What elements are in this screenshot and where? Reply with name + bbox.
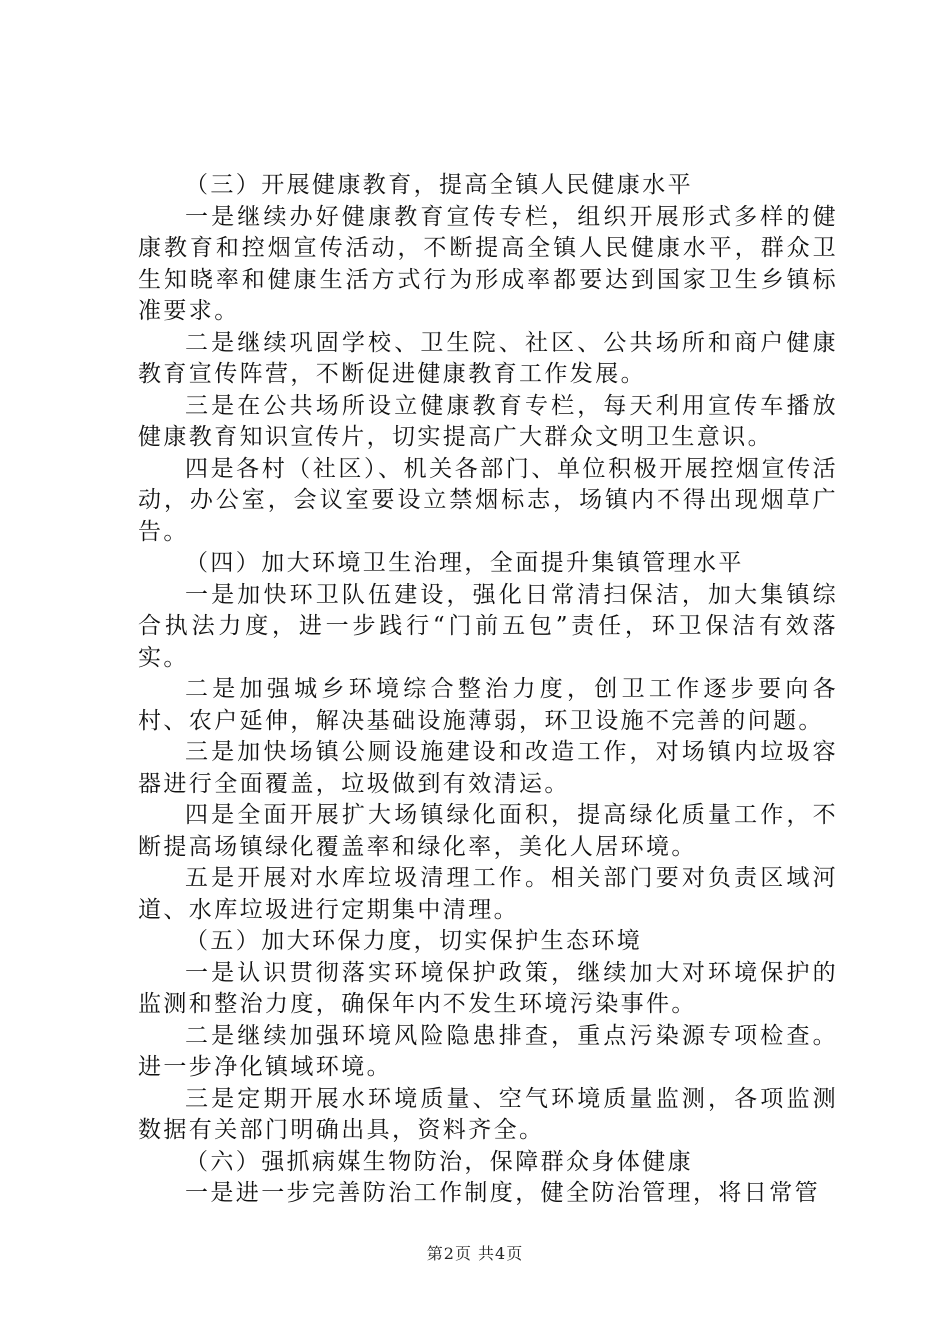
section-heading-3: （三）开展健康教育，提高全镇人民健康水平 xyxy=(185,172,693,198)
paragraph: 三是定期开展水环境质量、空气环境质量监测，各项监测数据有关部门明确出具，资料齐全。 xyxy=(138,1085,838,1143)
paragraph: 四是各村（社区）、机关各部门、单位积极开展控烟宣传活动，办公室，会议室要设立禁烟标志，场镇内不得出现烟草广告。 xyxy=(138,455,838,545)
section-heading-5: （五）加大环保力度，切实保护生态环境 xyxy=(185,928,643,954)
section-heading-6: （六）强抓病媒生物防治，保障群众身体健康 xyxy=(185,1148,693,1175)
document-body xyxy=(138,170,838,1210)
paragraph: 一是认识贯彻落实环境保护政策，继续加大对环境保护的监测和整治力度，确保年内不发生环境污染事件。 xyxy=(138,959,838,1017)
paragraph: 五是开展对水库垃圾清理工作。相关部门要对负责区域河道、水库垃圾进行定期集中清理。 xyxy=(138,865,838,923)
paragraph: 二是继续加强环境风险隐患排查，重点污染源专项检查。进一步净化镇域环境。 xyxy=(138,1022,838,1080)
paragraph: 二是加强城乡环境综合整治力度，创卫工作逐步要向各村、农户延伸，解决基础设施薄弱，环卫设施不完善的问题。 xyxy=(138,676,838,734)
paragraph: 三是加快场镇公厕设施建设和改造工作，对场镇内垃圾容器进行全面覆盖，垃圾做到有效清运。 xyxy=(138,739,838,797)
paragraph: 一是加快环卫队伍建设，强化日常清扫保洁，加大集镇综合执法力度，进一步践行“门前五包”责任，环卫保洁有效落实。 xyxy=(138,581,838,671)
section-heading-4: （四）加大环境卫生治理，全面提升集镇管理水平 xyxy=(185,550,744,576)
paragraph: 三是在公共场所设立健康教育专栏，每天利用宣传车播放健康教育知识宣传片，切实提高广大群众文明卫生意识。 xyxy=(138,392,838,450)
paragraph: 一是进一步完善防治工作制度，健全防治管理，将日常管 xyxy=(185,1180,820,1206)
page-footer: 第2页 共4页 xyxy=(426,1244,524,1263)
paragraph: 一是继续办好健康教育宣传专栏，组织开展形式多样的健康教育和控烟宣传活动，不断提高全镇人民健康水平，群众卫生知晓率和健康生活方式行为形成率都要达到国家卫生乡镇标准要求。 xyxy=(138,203,838,324)
paragraph: 四是全面开展扩大场镇绿化面积，提高绿化质量工作，不断提高场镇绿化覆盖率和绿化率，美化人居环境。 xyxy=(138,802,838,860)
paragraph: 二是继续巩固学校、卫生院、社区、公共场所和商户健康教育宣传阵营，不断促进健康教育工作发展。 xyxy=(138,329,838,387)
